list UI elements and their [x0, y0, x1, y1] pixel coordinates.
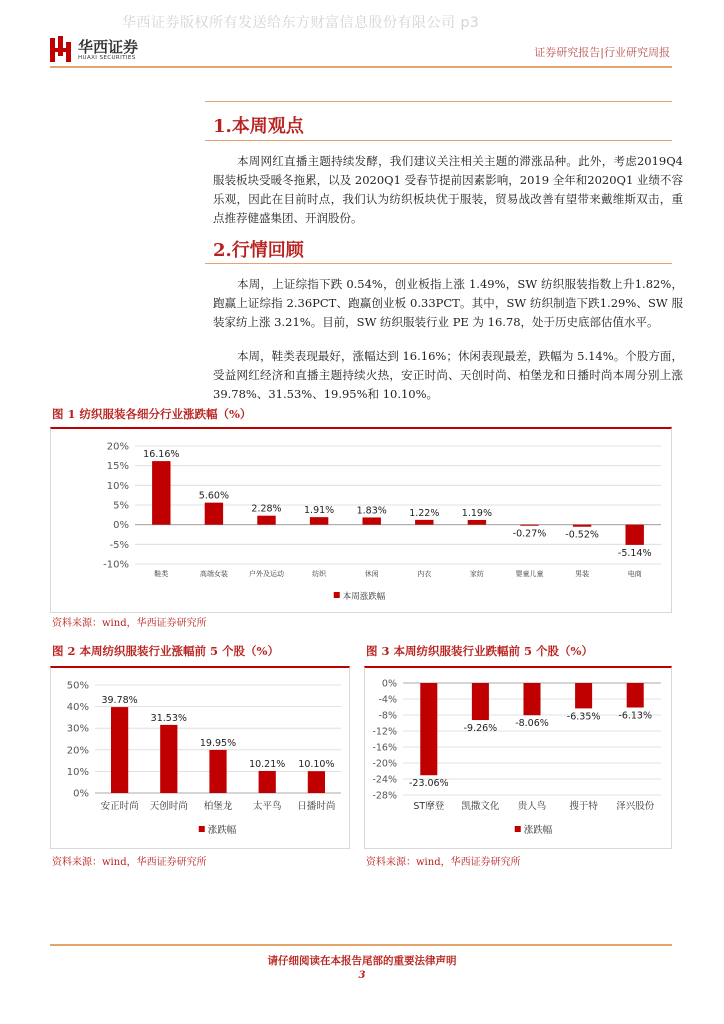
y-tick-label: 5%: [113, 500, 129, 512]
category-label: 家纺: [469, 570, 484, 578]
y-tick-label: -5%: [109, 539, 129, 551]
legend-label: 本周涨跌幅: [342, 592, 386, 602]
category-label: 男装: [575, 570, 590, 578]
category-label: 婴童儿童: [515, 570, 544, 578]
watermark: 华西证券版权所有发送给东方财富信息股份有限公司 p3: [122, 15, 480, 31]
y-tick-label: -28%: [372, 790, 397, 802]
figure3-chart: [365, 668, 671, 848]
y-tick-label: 10%: [106, 480, 129, 492]
bar-太平鸟: [259, 771, 276, 793]
logo-name-en: HUAXI SECURITIES: [78, 55, 136, 61]
section1-paragraph: 本周网红直播主题持续发酵，我们建议关注相关主题的滞涨品种。此外，考虑2019Q4 服装板块受暖冬拖累，以及 2020Q1 受春节提前因素影响，2019 全年和2020Q1 业绩不容乐观，因此在目前时点，我们认为纺织板块优于服装，贸易战改善有望带来戴维斯双击，重点推荐健盛集团、开润股份。: [213, 154, 683, 225]
data-label: 16.16%: [143, 449, 180, 461]
bar-鞋类: [152, 461, 170, 525]
bar-ST摩登: [420, 683, 437, 775]
figure1-frame: [50, 427, 672, 613]
data-label: -0.27%: [512, 528, 547, 540]
y-tick-label: 50%: [66, 680, 89, 692]
bar-贵人鸟: [523, 683, 540, 715]
header-divider: [50, 66, 672, 68]
data-label: 2.28%: [251, 503, 282, 515]
data-label: -6.13%: [618, 710, 653, 722]
figure3-source: 资料来源：wind，华西证券研究所: [366, 857, 521, 868]
category-label: 内衣: [417, 570, 432, 578]
category-label: 泽兴股份: [616, 801, 655, 812]
y-tick-label: 0%: [381, 678, 397, 690]
category-label: 凯撒文化: [461, 801, 500, 812]
data-label: 19.95%: [199, 737, 237, 749]
data-label: 5.60%: [198, 490, 229, 502]
data-label: -5.14%: [617, 547, 652, 559]
data-label: 10.21%: [249, 758, 286, 770]
y-tick-label: -20%: [372, 758, 397, 770]
bar-泽兴股份: [627, 683, 644, 708]
bar-凯撒文化: [472, 683, 489, 720]
category-label: 太平鸟: [252, 801, 282, 812]
figure2-frame: [50, 666, 350, 849]
category-label: 柏堡龙: [203, 801, 233, 812]
figure1-title: 图 1 纺织服装各细分行业涨跌幅（%）: [52, 407, 252, 421]
y-tick-label: -24%: [372, 774, 397, 786]
bar-柏堡龙: [209, 750, 226, 793]
legend-swatch: [199, 826, 205, 832]
y-tick-label: -4%: [378, 694, 397, 706]
legend-label: 涨跌幅: [207, 825, 237, 836]
data-label: 1.91%: [304, 505, 335, 517]
data-label: -8.06%: [515, 718, 549, 730]
bar-男装: [573, 525, 591, 527]
bar-高端女装: [205, 503, 223, 525]
y-tick-label: 15%: [106, 461, 129, 473]
figure2-source: 资料来源：wind，华西证券研究所: [52, 857, 207, 868]
y-tick-label: -16%: [372, 742, 397, 754]
data-label: -0.52%: [565, 529, 599, 541]
y-tick-label: 30%: [66, 723, 89, 735]
figure3-title: 图 3 本周纺织服装行业跌幅前 5 个股（%）: [366, 644, 593, 658]
bar-户外及运动: [257, 516, 275, 525]
y-tick-label: 40%: [66, 702, 89, 714]
figure2-title: 图 2 本周纺织服装行业涨幅前 5 个股（%）: [52, 644, 279, 658]
data-label: 10.10%: [298, 759, 335, 771]
category-label: 鞋类: [154, 570, 169, 578]
category-label: 户外及运动: [249, 570, 284, 578]
logo-mark-icon: [50, 36, 72, 62]
category-label: 日播时尚: [297, 801, 336, 812]
data-label: 31.53%: [150, 712, 187, 724]
section1-top-rule: [205, 101, 672, 102]
company-logo: [50, 34, 160, 64]
y-tick-label: -10%: [103, 559, 129, 571]
section2-title: 2.行情回顾: [213, 240, 304, 261]
logo-name-cn: 华西证券: [78, 38, 139, 56]
legend-swatch: [515, 826, 521, 832]
y-tick-label: 20%: [106, 441, 129, 453]
category-label: 休闲: [364, 570, 379, 578]
bar-电商: [625, 525, 643, 545]
footer-divider: [50, 944, 672, 946]
y-tick-label: -8%: [378, 710, 397, 722]
category-label: 天创时尚: [149, 801, 188, 812]
bar-休闲: [362, 517, 380, 524]
data-label: 1.19%: [461, 507, 492, 519]
bar-天创时尚: [160, 725, 177, 793]
category-label: 高端女装: [199, 570, 228, 578]
data-label: -6.35%: [566, 711, 601, 723]
figure2-chart: [51, 668, 349, 848]
legal-statement: 请仔细阅读在本报告尾部的重要法律声明: [267, 955, 457, 967]
bar-安正时尚: [111, 707, 128, 793]
section2-paragraph-2: 本周，鞋类表现最好，涨幅达到 16.16%；休闲表现最差，跌幅为 5.14%。个股方面，受益网红经济和直播主题持续火热，安正时尚、天创时尚、柏堡龙和日播时尚本周分别上涨 39.78%、31.53%、19.95%和 10.10%。: [213, 349, 683, 401]
page-number: 3: [358, 970, 366, 981]
bar-纺织: [310, 517, 328, 525]
category-label: 纺织: [312, 570, 327, 578]
y-tick-label: 0%: [113, 520, 129, 532]
section1-bottom-rule: [205, 140, 672, 141]
y-tick-label: 10%: [66, 766, 89, 778]
category-label: ST摩登: [413, 801, 445, 812]
bar-婴童儿童: [520, 525, 538, 526]
y-tick-label: -12%: [372, 726, 397, 738]
data-label: 39.78%: [101, 695, 138, 707]
category-label: 搜于特: [569, 801, 598, 812]
section1-title: 1.本周观点: [213, 116, 304, 137]
figure1-source: 资料来源：wind，华西证券研究所: [52, 618, 207, 629]
section2-rule: [205, 263, 672, 264]
category-label: 贵人鸟: [517, 801, 547, 812]
data-label: -23.06%: [408, 778, 449, 790]
report-type-label: 证券研究报告|行业研究周报: [534, 46, 670, 59]
bar-日播时尚: [308, 771, 325, 793]
data-label: 1.83%: [356, 505, 387, 517]
data-label: -9.26%: [463, 723, 498, 735]
y-tick-label: 20%: [66, 745, 89, 757]
figure3-frame: [364, 666, 672, 849]
data-label: 1.22%: [409, 507, 440, 519]
bar-内衣: [415, 520, 433, 525]
y-tick-label: 0%: [73, 788, 89, 800]
legend-swatch: [334, 592, 340, 598]
category-label: 安正时尚: [100, 801, 139, 812]
bar-家纺: [468, 520, 486, 525]
legend-label: 涨跌幅: [523, 825, 553, 836]
figure1-chart: [51, 429, 671, 612]
bar-搜于特: [575, 683, 592, 708]
category-label: 电商: [627, 570, 642, 578]
section2-paragraph-1: 本周，上证综指下跌 0.54%，创业板指上涨 1.49%，SW 纺织服装指数上升1.82%，跑赢上证综指 2.36PCT、跑赢创业板 0.33PCT。其中，SW 纺织制造下跌1.29%、SW 服装家纺上涨 3.21%。目前，SW 纺织服装行业 PE 为 16.78，处于历史底部估值水平。: [213, 277, 683, 329]
